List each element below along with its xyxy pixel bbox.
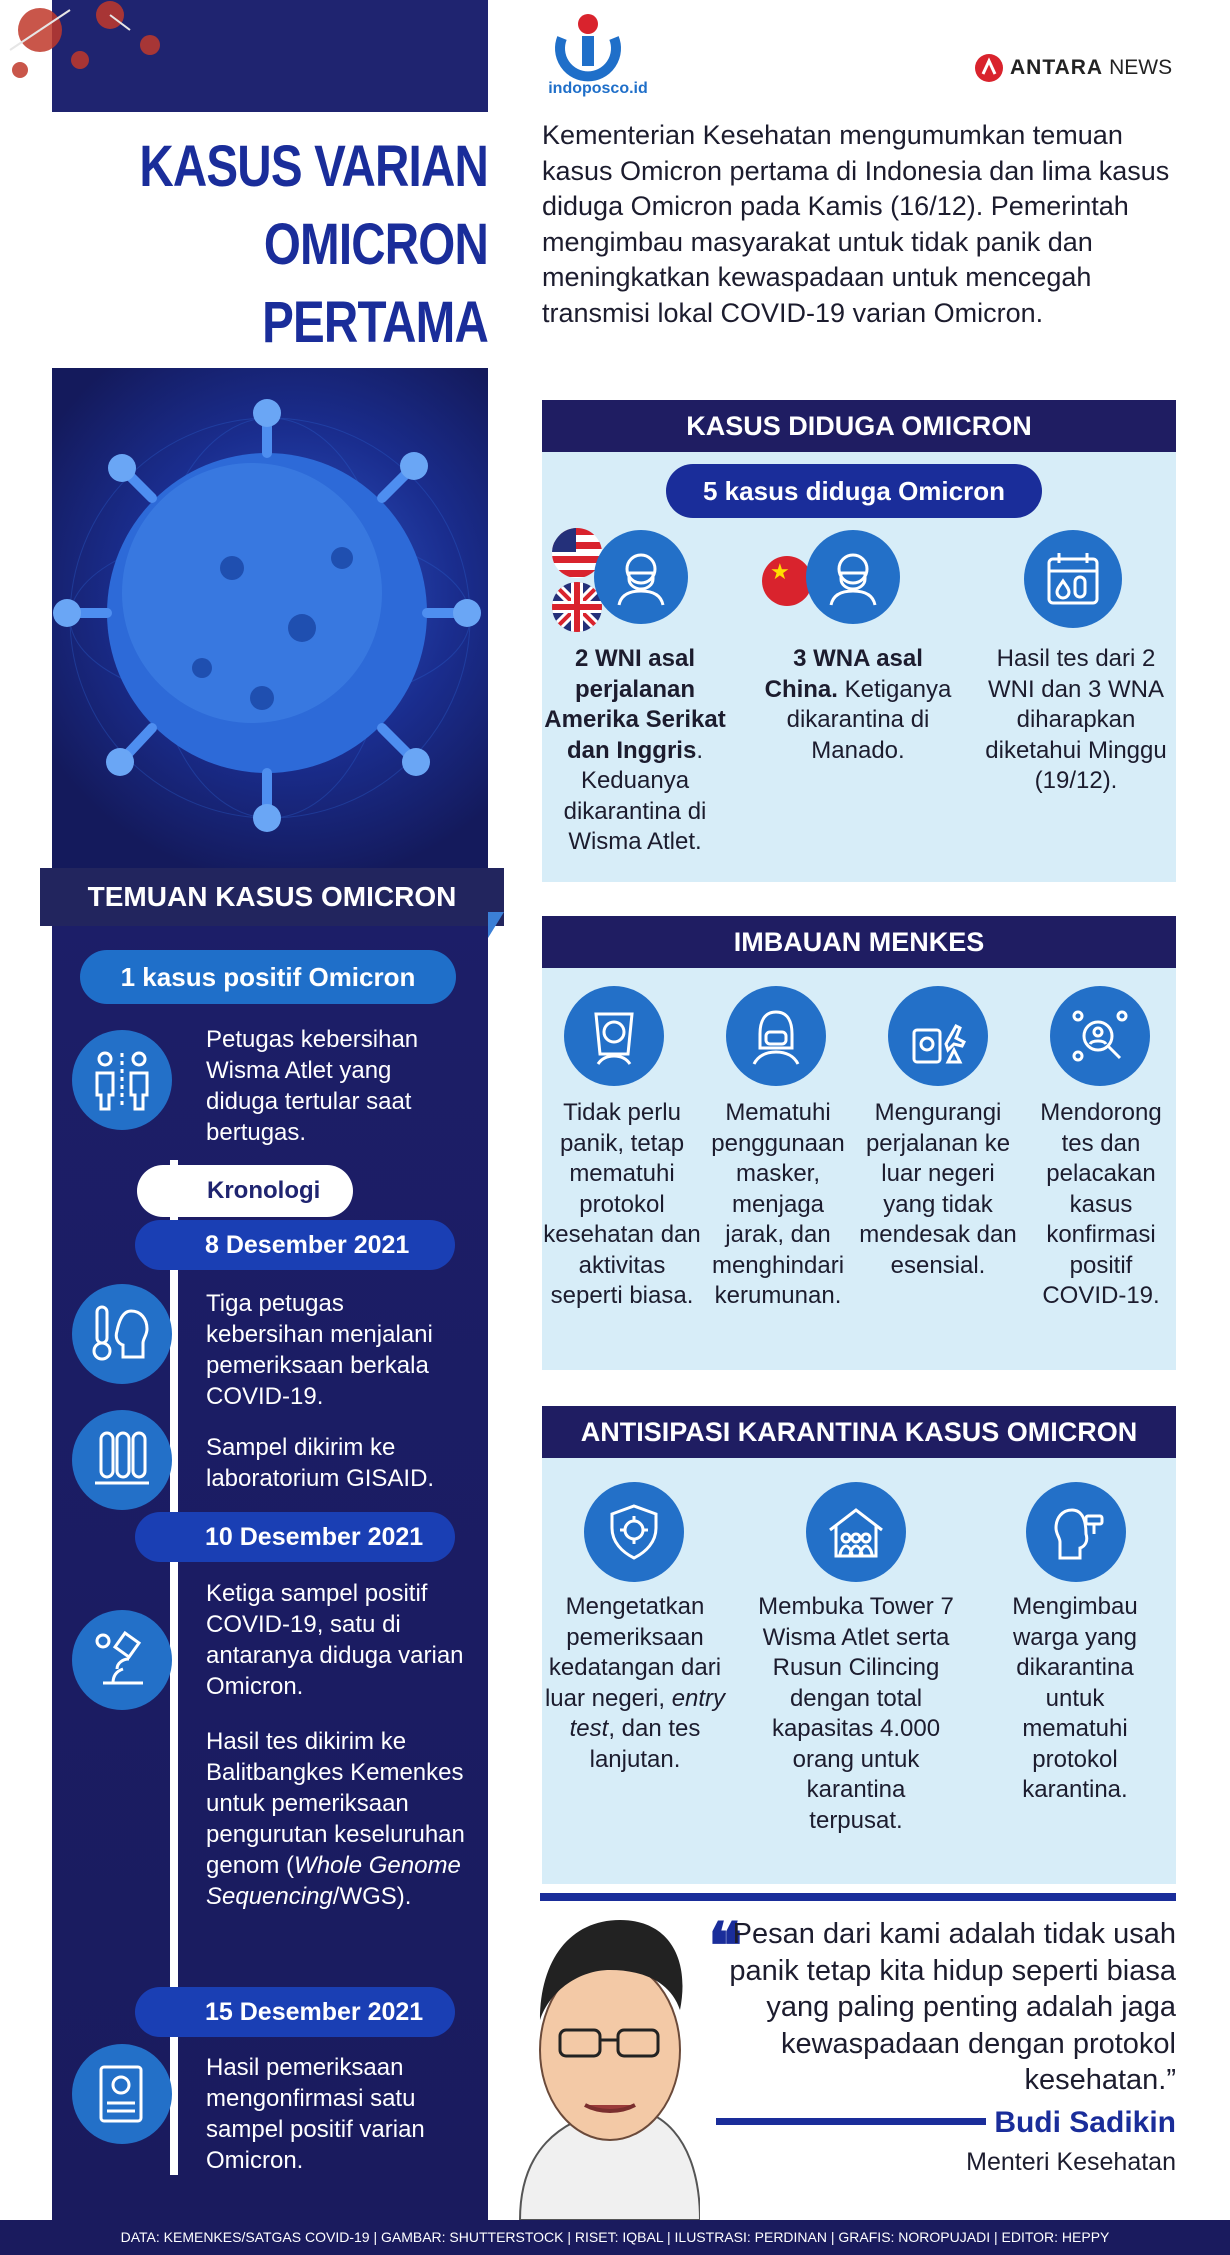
face-shield-icon [564,986,664,1086]
masked-man-icon [806,530,900,624]
temperature-check-icon [1026,1482,1126,1582]
passport-plane-icon [888,986,988,1086]
credits-footer: DATA: KEMENKES/SATGAS COVID-19 | GAMBAR: SHUTTERSTOCK | RISET: IQBAL | ILUSTRASI: PERDINAN | GRAFIS: NOROPUJADI | EDITOR: HEPPY [0,2220,1230,2255]
diduga-pill: 5 kasus diduga Omicron [666,464,1042,518]
kronologi-text: Sampel dikirim ke laboratorium GISAID. [206,1434,435,1492]
positif-pill: 1 kasus positif Omicron [80,950,456,1004]
date-pill: 8 Desember 2021 [135,1220,455,1270]
report-icon [72,2044,172,2144]
virus-shield-icon [584,1482,684,1582]
antisipasi-col-1: Mengetatkan pemeriksaan kedatangan dari luar negeri, entry test, dan tes lanjutan. [544,1593,726,1773]
antara-logo: ANTARA NEWS [974,52,1190,84]
quote-mark-icon: ❝ [708,1911,743,1982]
calendar-test-icon [1024,530,1122,628]
kronologi-text: Hasil tes dikirim ke Balitbangkes Kemenkes untuk pemeriksaan pengurutan keseluruhan genom (Whole Genome Sequencing/WGS). [206,1728,465,1910]
thermometer-person-icon [72,1284,172,1384]
kronologi-text: Ketiga sampel positif COVID-19, satu di antaranya diduga varian Omicron. [206,1580,464,1700]
virus-icon [0,0,180,90]
test-tubes-icon [72,1410,172,1510]
diduga-title: KASUS DIDUGA OMICRON [542,400,1176,452]
imbauan-item-1: Tidak perlu panik, tetap mematuhi protokol kesehatan dan aktivitas seperti biasa. [543,1099,701,1309]
speaker-portrait [500,1880,700,2220]
kronologi-text: Tiga petugas kebersihan menjalani pemeriksaan berkala COVID-19. [206,1290,433,1410]
antara-icon [974,53,1004,83]
tracing-icon [1050,986,1150,1086]
antisipasi-col-3: Mengimbau warga yang dikarantina untuk mematuhi protokol karantina. [1012,1593,1138,1803]
kronologi-pill: Kronologi [137,1165,353,1217]
diduga-col-3: Hasil tes dari 2 WNI dan 3 WNA diharapkan diketahui Minggu (19/12). [985,645,1167,794]
uk-flag-icon [552,582,602,632]
hero-virus-image [52,368,488,868]
kronologi-text: Hasil pemeriksaan mengonfirmasi satu sampel positif varian Omicron. [206,2054,425,2174]
house-people-icon [806,1482,906,1582]
china-flag-icon: ★ [762,556,812,606]
imbauan-item-4: Mendorong tes dan pelacakan kasus konfirmasi positif COVID-19. [1040,1099,1162,1309]
speaker-name: Budi Sadikin [994,2106,1176,2139]
speaker-role: Menteri Kesehatan [966,2148,1176,2176]
person-distance-icon [72,1030,172,1130]
virus-icon [52,368,488,868]
positif-text: Petugas kebersihan Wisma Atlet yang diduga tertular saat bertugas. [206,1026,419,1146]
microscope-icon [72,1610,172,1710]
masked-man-icon [594,530,688,624]
imbauan-title: IMBAUAN MENKES [542,916,1176,968]
indoposco-logo: indoposco.id [548,8,648,108]
quote-text: Pesan dari kami adalah tidak usah panik tetap kita hidup seperti biasa yang paling penting adalah jaga kewaspadaan dengan protokol kesehatan.” [729,1918,1176,2096]
antisipasi-col-2: Membuka Tower 7 Wisma Atlet serta Rusun Cilincing dengan total kapasitas 4.000 orang untuk karantina terpusat. [758,1593,954,1834]
imbauan-item-2: Mematuhi penggunaan masker, menjaga jarak, dan menghindari kerumunan. [711,1099,845,1309]
diduga-col-1: 2 WNI asal perjalanan Amerika Serikat dan Inggris. Keduanya dikarantina di Wisma Atlet. [544,645,726,855]
mask-woman-icon [726,986,826,1086]
date-pill: 10 Desember 2021 [135,1512,455,1562]
temuan-title: TEMUAN KASUS OMICRON [40,868,504,926]
intro-text: Kementerian Kesehatan mengumumkan temuan kasus Omicron pertama di Indonesia dan lima kasus diduga Omicron pada Kamis (16/12). Pemerintah mengimbau masyarakat untuk tidak panik dan meningkatkan kewaspadaan untuk mencegah transmisi lokal COVID-19 varian Omicron. [542,120,1170,328]
page-title: KASUS VARIAN OMICRON PERTAMA [139,134,489,355]
date-pill: 15 Desember 2021 [135,1987,455,2037]
diduga-col-2: 3 WNA asal China. Ketiganya dikarantina di Manado. [764,645,952,764]
antisipasi-title: ANTISIPASI KARANTINA KASUS OMICRON [542,1406,1176,1458]
imbauan-item-3: Mengurangi perjalanan ke luar negeri yang tidak mendesak dan esensial. [859,1099,1017,1279]
